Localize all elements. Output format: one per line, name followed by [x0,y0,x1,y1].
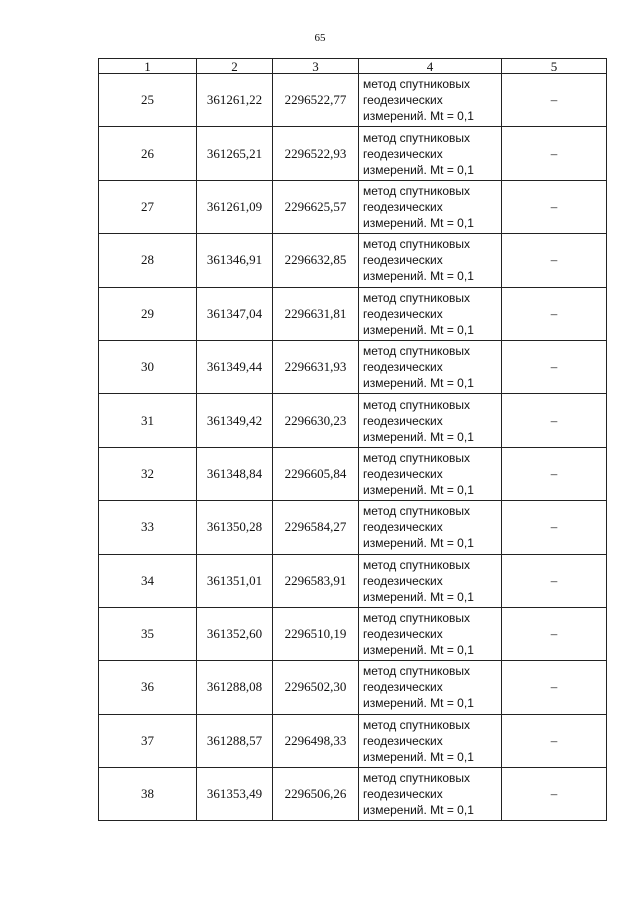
method-cell [359,447,502,500]
x-coordinate-cell: 361265,21 [197,127,273,180]
point-number-cell: 38 [99,768,197,821]
method-text-line: метод спутниковых [363,290,471,305]
method-text-line: метод спутниковых [363,130,471,145]
method-text-line: измерений. Mt = 0,1 [363,162,474,177]
method-text-line: геодезических [363,733,443,748]
method-text-line: геодезических [363,360,443,375]
point-number-cell: 29 [99,287,197,340]
y-coordinate-cell: 2296625,57 [273,180,359,233]
column-header: 5 [502,59,607,74]
method-text-line: метод спутниковых [363,557,471,572]
point-number-cell: 34 [99,554,197,607]
column-header: 3 [273,59,359,74]
table-row [99,768,607,821]
y-coordinate-cell: 2296522,93 [273,127,359,180]
y-coordinate-cell: 2296584,27 [273,501,359,554]
table-body [99,74,607,821]
point-number-cell: 26 [99,127,197,180]
table-row [99,714,607,767]
method-cell [359,340,502,393]
method-text-line: метод спутниковых [363,344,471,359]
method-text-line: геодезических [363,573,443,588]
method-text-line: измерений. Mt = 0,1 [363,215,474,230]
description-cell: – [502,74,607,127]
x-coordinate-cell: 361349,44 [197,340,273,393]
method-text-line: геодезических [363,199,443,214]
method-text-line: измерений. Mt = 0,1 [363,749,474,764]
method-text-line: геодезических [363,787,443,802]
y-coordinate-cell: 2296522,77 [273,74,359,127]
y-coordinate-cell: 2296632,85 [273,234,359,287]
method-cell [359,714,502,767]
y-coordinate-cell: 2296630,23 [273,394,359,447]
method-text-line: метод спутниковых [363,237,471,252]
table-row [99,180,607,233]
y-coordinate-cell: 2296510,19 [273,607,359,660]
method-cell [359,180,502,233]
method-cell [359,554,502,607]
point-number-cell: 35 [99,607,197,660]
x-coordinate-cell: 361261,22 [197,74,273,127]
description-cell: – [502,661,607,714]
column-header: 1 [99,59,197,74]
column-header: 4 [359,59,502,74]
method-text-line: метод спутниковых [363,611,471,626]
method-cell [359,74,502,127]
method-cell [359,127,502,180]
point-number-cell: 25 [99,74,197,127]
method-text-line: измерений. Mt = 0,1 [363,429,474,444]
point-number-cell: 37 [99,714,197,767]
method-text-line: метод спутниковых [363,450,471,465]
table-row [99,287,607,340]
method-text-line: метод спутниковых [363,771,471,786]
y-coordinate-cell: 2296498,33 [273,714,359,767]
table-row [99,74,607,127]
table-row [99,501,607,554]
method-text-line: измерений. Mt = 0,1 [363,269,474,284]
point-number-cell: 27 [99,180,197,233]
method-cell [359,607,502,660]
method-text-line: геодезических [363,413,443,428]
x-coordinate-cell: 361349,42 [197,394,273,447]
point-number-cell: 36 [99,661,197,714]
method-text-line: метод спутниковых [363,183,471,198]
description-cell: – [502,447,607,500]
method-cell [359,661,502,714]
x-coordinate-cell: 361261,09 [197,180,273,233]
description-cell: – [502,234,607,287]
x-coordinate-cell: 361346,91 [197,234,273,287]
method-text-line: геодезических [363,253,443,268]
method-text-line: измерений. Mt = 0,1 [363,643,474,658]
description-cell: – [502,394,607,447]
x-coordinate-cell: 361353,49 [197,768,273,821]
table-header-row [99,59,607,74]
description-cell: – [502,127,607,180]
description-cell: – [502,340,607,393]
point-number-cell: 31 [99,394,197,447]
x-coordinate-cell: 361288,08 [197,661,273,714]
table-row [99,394,607,447]
method-text-line: измерений. Mt = 0,1 [363,322,474,337]
y-coordinate-cell: 2296506,26 [273,768,359,821]
y-coordinate-cell: 2296502,30 [273,661,359,714]
method-text-line: метод спутниковых [363,717,471,732]
point-number-cell: 33 [99,501,197,554]
x-coordinate-cell: 361288,57 [197,714,273,767]
x-coordinate-cell: 361352,60 [197,607,273,660]
description-cell: – [502,714,607,767]
coordinates-table [98,58,607,821]
description-cell: – [502,607,607,660]
method-text-line: измерений. Mt = 0,1 [363,482,474,497]
column-header: 2 [197,59,273,74]
x-coordinate-cell: 361350,28 [197,501,273,554]
point-number-cell: 32 [99,447,197,500]
method-text-line: геодезических [363,93,443,108]
description-cell: – [502,554,607,607]
method-text-line: геодезических [363,146,443,161]
table-row [99,234,607,287]
table-row [99,661,607,714]
table-row [99,127,607,180]
table-row [99,447,607,500]
method-text-line: метод спутниковых [363,664,471,679]
description-cell: – [502,180,607,233]
method-text-line: геодезических [363,466,443,481]
method-text-line: метод спутниковых [363,504,471,519]
method-text-line: измерений. Mt = 0,1 [363,803,474,818]
description-cell: – [502,501,607,554]
table-row [99,340,607,393]
method-text-line: измерений. Mt = 0,1 [363,536,474,551]
method-cell [359,768,502,821]
method-cell [359,287,502,340]
method-text-line: метод спутниковых [363,397,471,412]
x-coordinate-cell: 361347,04 [197,287,273,340]
method-cell [359,394,502,447]
y-coordinate-cell: 2296583,91 [273,554,359,607]
y-coordinate-cell: 2296631,81 [273,287,359,340]
description-cell: – [502,768,607,821]
method-cell [359,501,502,554]
page-number: 65 [314,32,326,44]
y-coordinate-cell: 2296631,93 [273,340,359,393]
x-coordinate-cell: 361348,84 [197,447,273,500]
method-cell [359,234,502,287]
method-text-line: геодезических [363,627,443,642]
point-number-cell: 28 [99,234,197,287]
method-text-line: измерений. Mt = 0,1 [363,109,474,124]
description-cell: – [502,287,607,340]
method-text-line: геодезических [363,306,443,321]
method-text-line: измерений. Mt = 0,1 [363,589,474,604]
y-coordinate-cell: 2296605,84 [273,447,359,500]
point-number-cell: 30 [99,340,197,393]
method-text-line: геодезических [363,520,443,535]
method-text-line: метод спутниковых [363,77,471,92]
table-row [99,607,607,660]
method-text-line: геодезических [363,680,443,695]
table-row [99,554,607,607]
x-coordinate-cell: 361351,01 [197,554,273,607]
method-text-line: измерений. Mt = 0,1 [363,376,474,391]
method-text-line: измерений. Mt = 0,1 [363,696,474,711]
